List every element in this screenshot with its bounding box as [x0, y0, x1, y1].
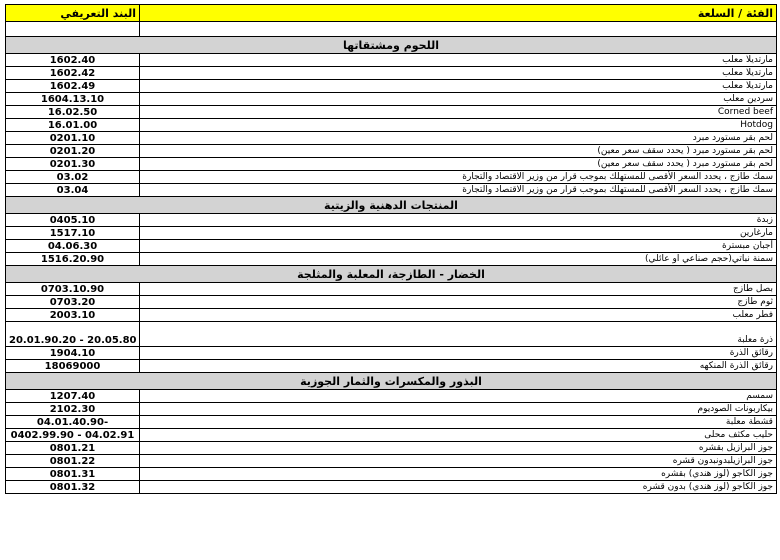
tariff-code-cell: 03.04	[6, 184, 140, 197]
item-cell: لحم بقر مستورد مبرد ( يحدد سقف سعر معين)	[140, 145, 777, 158]
tariff-code-cell: 18069000	[6, 360, 140, 373]
table-row	[6, 54, 777, 67]
tariff-code-cell: 0201.30	[6, 158, 140, 171]
tariff-code-cell: 2003.10	[6, 309, 140, 322]
table-row	[6, 390, 777, 403]
tariff-code-cell: 1904.10	[6, 347, 140, 360]
item-cell: قشطة معلبة	[140, 416, 777, 429]
section-title: الخضار - الطازجة، المعلبة والمثلجة	[6, 266, 777, 283]
item-cell: لحم بقر مستورد مبرد	[140, 132, 777, 145]
tariff-code-cell: 1604.13.10	[6, 93, 140, 106]
tariff-code-cell: 1602.42	[6, 67, 140, 80]
item-cell: حليب مكثف محلى	[140, 429, 777, 442]
item-cell: جوز البرازيل بقشره	[140, 442, 777, 455]
table-row	[6, 145, 777, 158]
price-table	[5, 4, 777, 494]
tariff-code-cell: 16.02.50	[6, 106, 140, 119]
blank-row	[6, 22, 777, 37]
tariff-code-cell: 2102.30	[6, 403, 140, 416]
item-cell: رقائق الذرة المنكهه	[140, 360, 777, 373]
item-cell: أجبان مبسترة	[140, 240, 777, 253]
table-row	[6, 106, 777, 119]
item-cell: سردين معلب	[140, 93, 777, 106]
blank-cell	[140, 22, 777, 37]
table-row	[6, 67, 777, 80]
item-cell: جوز الكاجو (لوز هندي) بدون قشره	[140, 481, 777, 494]
section-title: البذور والمكسرات والثمار الجوزية	[6, 373, 777, 390]
table-row	[6, 171, 777, 184]
item-cell: بصل طازج	[140, 283, 777, 296]
section-row	[6, 266, 777, 283]
tariff-code-cell: 0801.21	[6, 442, 140, 455]
item-cell: جوز الكاجو (لوز هندي) بقشره	[140, 468, 777, 481]
section-row	[6, 197, 777, 214]
tariff-code-cell: 1602.49	[6, 80, 140, 93]
table-row	[6, 322, 777, 347]
tariff-code-cell: 1602.40	[6, 54, 140, 67]
item-cell: زبدة	[140, 214, 777, 227]
item-cell: بيكاربونات الصوديوم	[140, 403, 777, 416]
tariff-code-cell: 0201.10	[6, 132, 140, 145]
blank-cell	[6, 22, 140, 37]
section-title: المنتجات الدهنية والزيتية	[6, 197, 777, 214]
table-row	[6, 455, 777, 468]
item-cell: فطر معلب	[140, 309, 777, 322]
tariff-code-cell: 0801.31	[6, 468, 140, 481]
table-row	[6, 416, 777, 429]
table-row	[6, 481, 777, 494]
table-row	[6, 132, 777, 145]
tariff-code-cell: 1517.10	[6, 227, 140, 240]
table-row	[6, 240, 777, 253]
tariff-code-cell: 0703.20	[6, 296, 140, 309]
item-cell: مارتديلا معلب	[140, 54, 777, 67]
table-row	[6, 158, 777, 171]
table-row	[6, 429, 777, 442]
item-cell: لحم بقر مستورد مبرد ( يحدد سقف سعر معين)	[140, 158, 777, 171]
tariff-code-cell: 1516.20.90	[6, 253, 140, 266]
table-row	[6, 227, 777, 240]
tariff-code-cell: 04.06.30	[6, 240, 140, 253]
item-cell: سمك طازج ، يحدد السعر الأقصى للمستهلك بموجب قرار من وزير الاقتصاد والتجارة	[140, 171, 777, 184]
item-cell: سمك طازج ، يحدد السعر الأقصى للمستهلك بموجب قرار من وزير الاقتصاد والتجارة	[140, 184, 777, 197]
table-row	[6, 360, 777, 373]
item-cell: سمنة نباتي(حجم صناعي او عائلي)	[140, 253, 777, 266]
tariff-code-cell: 0405.10	[6, 214, 140, 227]
tariff-code-cell: 16.01.00	[6, 119, 140, 132]
table-row	[6, 80, 777, 93]
table-row	[6, 214, 777, 227]
item-cell: ثوم طازج	[140, 296, 777, 309]
tariff-code-cell: 0201.20	[6, 145, 140, 158]
table-row	[6, 253, 777, 266]
item-cell: مارتديلا معلب	[140, 67, 777, 80]
tariff-code-cell: 0402.99.90 - 04.02.91	[6, 429, 140, 442]
item-cell: جوز البرازيلبدونبدون قشره	[140, 455, 777, 468]
item-cell: Hotdog	[140, 119, 777, 132]
section-row	[6, 373, 777, 390]
tariff-code-cell: 03.02	[6, 171, 140, 184]
table-row	[6, 442, 777, 455]
table-row	[6, 403, 777, 416]
tariff-code-cell: 0801.32	[6, 481, 140, 494]
table-row	[6, 93, 777, 106]
header-row	[6, 5, 777, 22]
table-row	[6, 309, 777, 322]
item-cell: مارتديلا معلب	[140, 80, 777, 93]
table-row	[6, 468, 777, 481]
tariff-code-cell: 0801.22	[6, 455, 140, 468]
tariff-code-cell: 0703.10.90	[6, 283, 140, 296]
table-row	[6, 347, 777, 360]
item-cell: Corned beef	[140, 106, 777, 119]
item-cell: رقائق الذرة	[140, 347, 777, 360]
table-row	[6, 296, 777, 309]
table-row	[6, 184, 777, 197]
section-title: اللحوم ومشتقاتها	[6, 37, 777, 54]
header-code: البند التعريفي	[6, 5, 140, 22]
tariff-code-cell: 1207.40	[6, 390, 140, 403]
section-row	[6, 37, 777, 54]
header-item: الفئة / السلعة	[140, 5, 777, 22]
table-row	[6, 283, 777, 296]
tariff-code-cell: 20.01.90.20 - 20.05.80	[6, 322, 140, 347]
table-row	[6, 119, 777, 132]
item-cell: ذرة معلبة	[140, 322, 777, 347]
item-cell: مارغارين	[140, 227, 777, 240]
tariff-code-cell: 04.01.40.90-	[6, 416, 140, 429]
item-cell: سمسم	[140, 390, 777, 403]
